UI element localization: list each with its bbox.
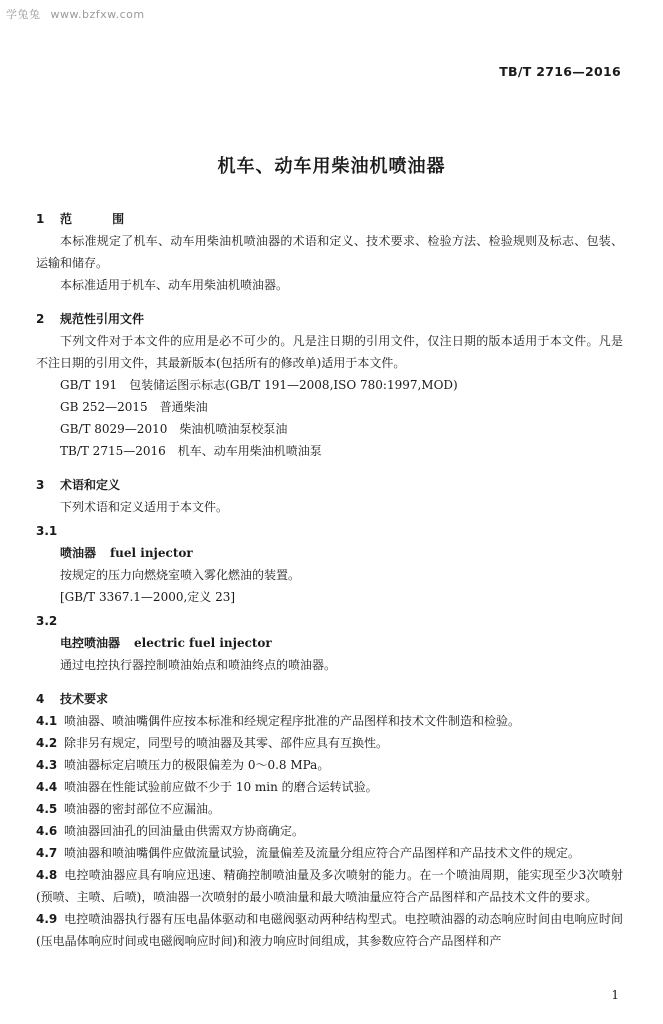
item-number: 4.4 — [36, 780, 58, 794]
requirement-item — [36, 776, 623, 798]
item-number: 4.6 — [36, 824, 58, 838]
term-number: 3.1 — [36, 524, 58, 538]
requirement-item — [36, 754, 623, 776]
reference-item — [36, 396, 623, 418]
item-number: 4.5 — [36, 802, 58, 816]
reference-name: 包装储运图示标志(GB/T 191—2008,ISO 780:1997,MOD) — [129, 378, 458, 392]
requirement-item — [36, 798, 623, 820]
reference-name: 机车、动车用柴油机喷油泵 — [177, 444, 322, 458]
item-number: 4.7 — [36, 846, 58, 860]
term-chinese: 电控喷油器 — [60, 636, 121, 650]
term-heading — [36, 542, 623, 564]
section-number: 4 — [36, 692, 45, 706]
reference-code: GB 252—2015 — [60, 400, 148, 414]
reference-item — [36, 440, 623, 462]
requirement-item — [36, 864, 623, 908]
section-4-heading — [36, 688, 623, 710]
section-1-heading — [36, 208, 623, 230]
item-text: 喷油器、喷油嘴偶件应按本标准和经规定程序批准的产品图样和技术文件制造和检验。 — [64, 714, 521, 728]
section-title: 术语和定义 — [60, 478, 121, 492]
reference-item — [36, 374, 623, 396]
term-english: fuel injector — [110, 546, 193, 560]
watermark-site-name: 学兔兔 — [6, 8, 41, 21]
watermark-site-url: www.bzfxw.com — [50, 8, 145, 21]
document-title: 机车、动车用柴油机喷油器 — [217, 156, 446, 177]
term-chinese: 喷油器 — [60, 546, 97, 560]
item-text: 喷油器回油孔的回油量由供需双方协商确定。 — [64, 824, 305, 838]
section-title: 范 围 — [60, 212, 143, 226]
document-body — [36, 208, 623, 952]
section-number: 1 — [36, 212, 45, 226]
requirement-item — [36, 820, 623, 842]
requirement-item — [36, 732, 623, 754]
reference-code: GB/T 8029—2010 — [60, 422, 168, 436]
reference-item — [36, 418, 623, 440]
section-title: 规范性引用文件 — [60, 312, 145, 326]
requirement-item — [36, 842, 623, 864]
item-text: 喷油器在性能试验前应做不少于 10 min 的磨合运转试验。 — [64, 780, 378, 794]
reference-name: 柴油机喷油泵校泵油 — [179, 422, 288, 436]
item-text: 喷油器标定启喷压力的极限偏差为 0～0.8 MPa。 — [64, 758, 330, 772]
item-text: 除非另有规定，同型号的喷油器及其零、部件应具有互换性。 — [64, 736, 389, 750]
term-heading — [36, 632, 623, 654]
item-number: 4.9 — [36, 912, 58, 926]
section-3-intro: 下列术语和定义适用于本文件。 — [60, 500, 229, 514]
reference-name: 普通柴油 — [159, 400, 208, 414]
item-text: 喷油器的密封部位不应漏油。 — [64, 802, 221, 816]
section-number: 3 — [36, 478, 45, 492]
reference-code: TB/T 2715—2016 — [60, 444, 166, 458]
section-number: 2 — [36, 312, 45, 326]
item-text: 喷油器和喷油嘴偶件应做流量试验，流量偏差及流量分组应符合产品图样和产品技术文件的规定。 — [64, 846, 581, 860]
section-2-heading — [36, 308, 623, 330]
item-text: 电控喷油器应具有响应迅速、精确控制喷油量及多次喷射的能力。在一个喷油周期，能实现至少3次喷射(预喷、主喷、后喷)，喷油器一次喷射的最小喷油量和最大喷油量应符合产品图样和产品技术文件的要求。 — [36, 868, 623, 904]
section-1-paragraph: 本标准适用于机车、动车用柴油机喷油器。 — [60, 278, 289, 292]
term-definition: 按规定的压力向燃烧室喷入雾化燃油的装置。 — [60, 568, 301, 582]
term-source: [GB/T 3367.1—2000,定义 23] — [60, 590, 236, 604]
reference-code: GB/T 191 — [60, 378, 118, 392]
section-title: 技术要求 — [60, 692, 109, 706]
watermark — [6, 6, 145, 22]
item-text: 电控喷油器执行器有压电晶体驱动和电磁阀驱动两种结构型式。电控喷油器的动态响应时间由电响应时间(压电晶体响应时间或电磁阀响应时间)和液力响应时间组成，其参数应符合产品图样和产 — [36, 912, 623, 948]
item-number: 4.1 — [36, 714, 58, 728]
term-english: electric fuel injector — [134, 636, 272, 650]
requirement-item — [36, 908, 623, 952]
item-number: 4.3 — [36, 758, 58, 772]
item-number: 4.8 — [36, 868, 58, 882]
section-2-intro: 下列文件对于本文件的应用是必不可少的。凡是注日期的引用文件，仅注日期的版本适用于本文件。凡是不注日期的引用文件，其最新版本(包括所有的修改单)适用于本文件。 — [36, 334, 623, 370]
term-number: 3.2 — [36, 614, 58, 628]
item-number: 4.2 — [36, 736, 58, 750]
section-3-heading — [36, 474, 623, 496]
requirement-item — [36, 710, 623, 732]
term-definition: 通过电控执行器控制喷油始点和喷油终点的喷油器。 — [60, 658, 337, 672]
page-number: 1 — [611, 988, 619, 1002]
document-code: TB/T 2716—2016 — [499, 64, 621, 79]
section-1-paragraph: 本标准规定了机车、动车用柴油机喷油器的术语和定义、技术要求、检验方法、检验规则及标志、包装、运输和储存。 — [36, 234, 623, 270]
